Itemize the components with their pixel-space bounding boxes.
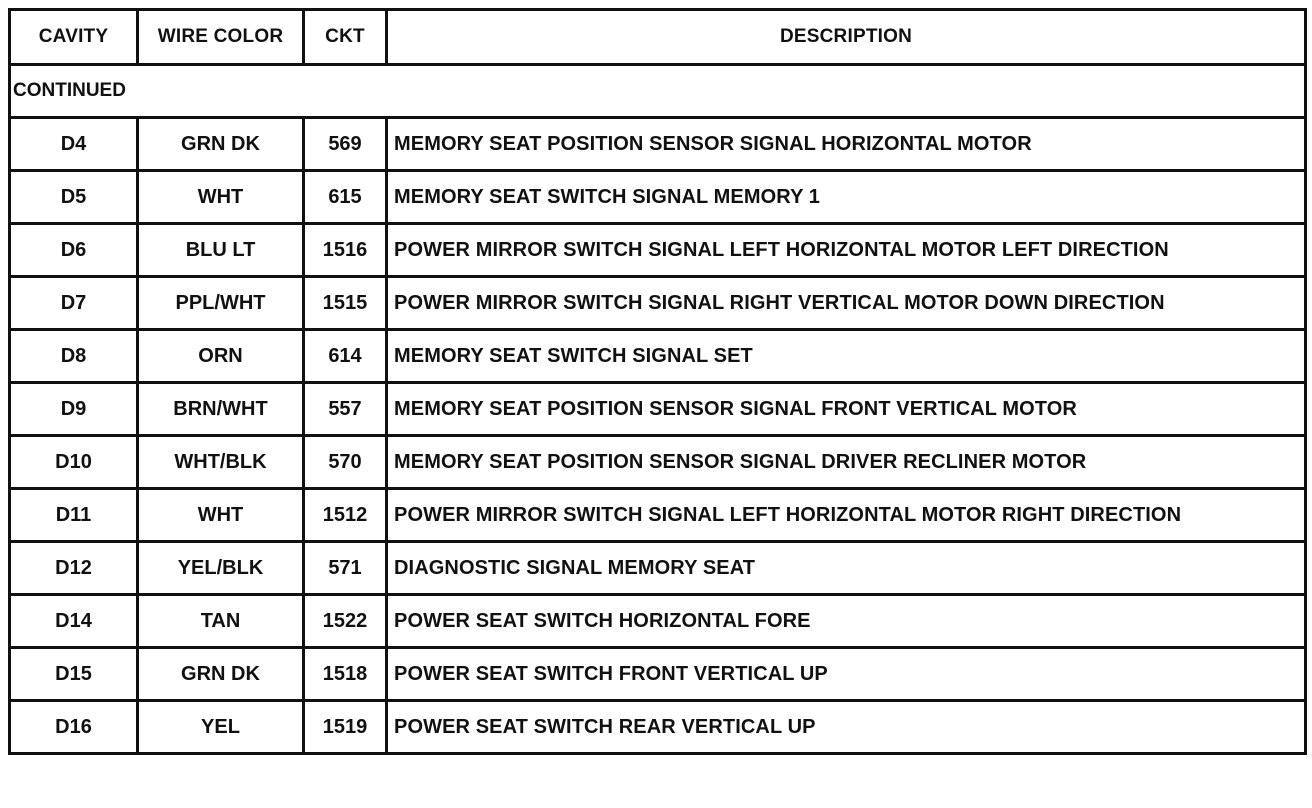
- description-cell: POWER MIRROR SWITCH SIGNAL LEFT HORIZONTAL MOTOR RIGHT DIRECTION: [387, 489, 1306, 542]
- wire-color-cell: TAN: [138, 595, 304, 648]
- header-cavity: CAVITY: [10, 10, 138, 65]
- cavity-cell: D9: [10, 383, 138, 436]
- ckt-cell: 1522: [304, 595, 387, 648]
- ckt-cell: 1515: [304, 277, 387, 330]
- description-cell: POWER SEAT SWITCH REAR VERTICAL UP: [387, 701, 1306, 754]
- cavity-cell: D10: [10, 436, 138, 489]
- wire-color-cell: YEL: [138, 701, 304, 754]
- description-cell: MEMORY SEAT POSITION SENSOR SIGNAL DRIVER RECLINER MOTOR: [387, 436, 1306, 489]
- ckt-cell: 614: [304, 330, 387, 383]
- wire-color-cell: WHT/BLK: [138, 436, 304, 489]
- cavity-cell: D8: [10, 330, 138, 383]
- table-row: [10, 701, 1306, 754]
- wire-color-cell: YEL/BLK: [138, 542, 304, 595]
- cavity-cell: D5: [10, 171, 138, 224]
- ckt-cell: 571: [304, 542, 387, 595]
- description-cell: MEMORY SEAT POSITION SENSOR SIGNAL HORIZONTAL MOTOR: [387, 118, 1306, 171]
- wire-color-cell: BRN/WHT: [138, 383, 304, 436]
- description-cell: POWER SEAT SWITCH HORIZONTAL FORE: [387, 595, 1306, 648]
- header-wire-color: WIRE COLOR: [138, 10, 304, 65]
- wire-color-cell: GRN DK: [138, 648, 304, 701]
- table-row: [10, 171, 1306, 224]
- connector-table-container: [8, 8, 1304, 802]
- table-row: [10, 330, 1306, 383]
- ckt-cell: 569: [304, 118, 387, 171]
- ckt-cell: 1516: [304, 224, 387, 277]
- table-row: [10, 224, 1306, 277]
- table-row: [10, 436, 1306, 489]
- table-row: [10, 118, 1306, 171]
- table-row: [10, 277, 1306, 330]
- table-row: [10, 489, 1306, 542]
- wire-color-cell: WHT: [138, 171, 304, 224]
- cavity-cell: D6: [10, 224, 138, 277]
- ckt-cell: 1519: [304, 701, 387, 754]
- wire-color-cell: ORN: [138, 330, 304, 383]
- table-row: [10, 648, 1306, 701]
- cavity-cell: D16: [10, 701, 138, 754]
- description-cell: POWER SEAT SWITCH FRONT VERTICAL UP: [387, 648, 1306, 701]
- header-row: [10, 10, 1306, 65]
- header-description: DESCRIPTION: [387, 10, 1306, 65]
- ckt-cell: 615: [304, 171, 387, 224]
- description-cell: DIAGNOSTIC SIGNAL MEMORY SEAT: [387, 542, 1306, 595]
- continued-row: [10, 65, 1306, 118]
- cavity-cell: D4: [10, 118, 138, 171]
- description-cell: MEMORY SEAT SWITCH SIGNAL SET: [387, 330, 1306, 383]
- wire-color-cell: WHT: [138, 489, 304, 542]
- wire-color-cell: GRN DK: [138, 118, 304, 171]
- ckt-cell: 570: [304, 436, 387, 489]
- cavity-cell: D7: [10, 277, 138, 330]
- description-cell: POWER MIRROR SWITCH SIGNAL RIGHT VERTICAL MOTOR DOWN DIRECTION: [387, 277, 1306, 330]
- table-row: [10, 542, 1306, 595]
- cavity-cell: D15: [10, 648, 138, 701]
- connector-pinout-table: [8, 8, 1307, 755]
- ckt-cell: 1512: [304, 489, 387, 542]
- table-row: [10, 383, 1306, 436]
- description-cell: MEMORY SEAT POSITION SENSOR SIGNAL FRONT VERTICAL MOTOR: [387, 383, 1306, 436]
- ckt-cell: 1518: [304, 648, 387, 701]
- wire-color-cell: PPL/WHT: [138, 277, 304, 330]
- cavity-cell: D14: [10, 595, 138, 648]
- wire-color-cell: BLU LT: [138, 224, 304, 277]
- cavity-cell: D12: [10, 542, 138, 595]
- continued-label: CONTINUED: [10, 65, 1306, 118]
- cavity-cell: D11: [10, 489, 138, 542]
- description-cell: MEMORY SEAT SWITCH SIGNAL MEMORY 1: [387, 171, 1306, 224]
- ckt-cell: 557: [304, 383, 387, 436]
- header-ckt: CKT: [304, 10, 387, 65]
- table-row: [10, 595, 1306, 648]
- description-cell: POWER MIRROR SWITCH SIGNAL LEFT HORIZONTAL MOTOR LEFT DIRECTION: [387, 224, 1306, 277]
